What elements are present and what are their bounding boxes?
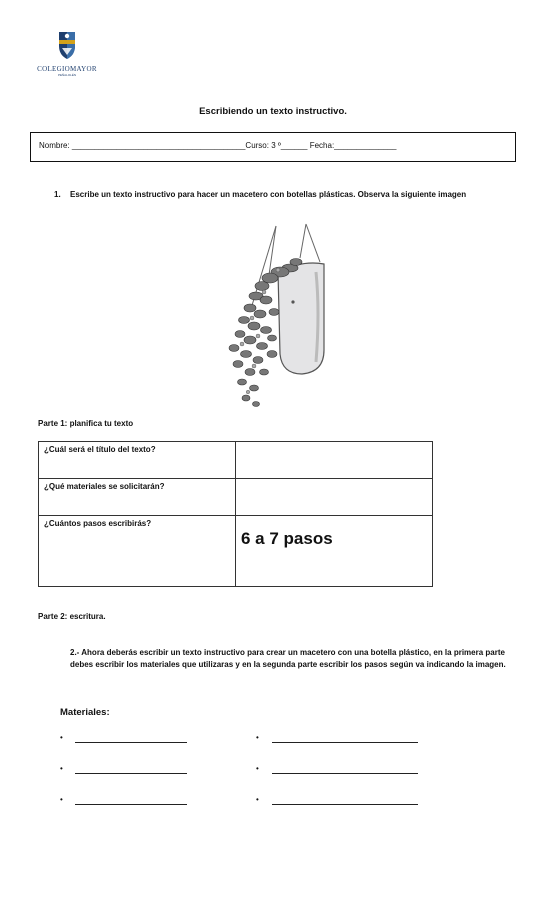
answer-text: 6 a 7 pasos <box>241 529 333 548</box>
question-2-instruction: 2.- Ahora deberás escribir un texto instructivo para crear un macetero con una botella plástico, en la primera parte debes escribir los materiales que utilizaras y en la segunda parte escribir los pasos según va indicando la imagen. <box>70 648 506 669</box>
worksheet-title: Escribiendo un texto instructivo. <box>199 106 347 117</box>
question-1 <box>54 190 466 199</box>
materials-label: Materiales: <box>60 707 110 718</box>
question-cell: ¿Cuántos pasos escribirás? <box>39 516 236 587</box>
school-logo <box>36 30 98 77</box>
answer-cell[interactable] <box>236 442 433 479</box>
question-1-number: 1. <box>54 190 61 199</box>
logo-subtext: PEÑALOLÉN <box>57 73 76 77</box>
material-line[interactable] <box>75 742 187 743</box>
bullet-icon: • <box>256 795 259 804</box>
part-1-heading: Parte 1: planifica tu texto <box>38 419 134 428</box>
table-row <box>39 516 433 587</box>
bullet-icon: • <box>256 733 259 742</box>
table-row <box>39 442 433 479</box>
material-line[interactable] <box>75 773 187 774</box>
part-2-heading: Parte 2: escritura. <box>38 612 106 621</box>
answer-cell[interactable] <box>236 516 433 587</box>
bullet-icon: • <box>60 733 63 742</box>
question-cell: ¿Qué materiales se solicitarán? <box>39 479 236 516</box>
logo-text: COLEGIOMAYOR <box>37 65 97 73</box>
planning-table <box>38 441 433 587</box>
answer-cell[interactable] <box>236 479 433 516</box>
hanging-planter-illustration <box>220 222 340 419</box>
material-line[interactable] <box>272 773 418 774</box>
student-info-line[interactable]: Nombre: _______________________________________Curso: 3 º______ Fecha:______________ <box>39 141 397 150</box>
material-line[interactable] <box>272 742 418 743</box>
material-line[interactable] <box>75 804 187 805</box>
bullet-icon: • <box>256 764 259 773</box>
crest-icon <box>36 30 98 60</box>
question-1-text: Escribe un texto instructivo para hacer un macetero con botellas plásticas. Observa la siguiente imagen <box>70 190 467 199</box>
student-info-box <box>30 132 516 162</box>
material-line[interactable] <box>272 804 418 805</box>
bullet-icon: • <box>60 764 63 773</box>
question-cell: ¿Cuál será el título del texto? <box>39 442 236 479</box>
bullet-icon: • <box>60 795 63 804</box>
table-row <box>39 479 433 516</box>
